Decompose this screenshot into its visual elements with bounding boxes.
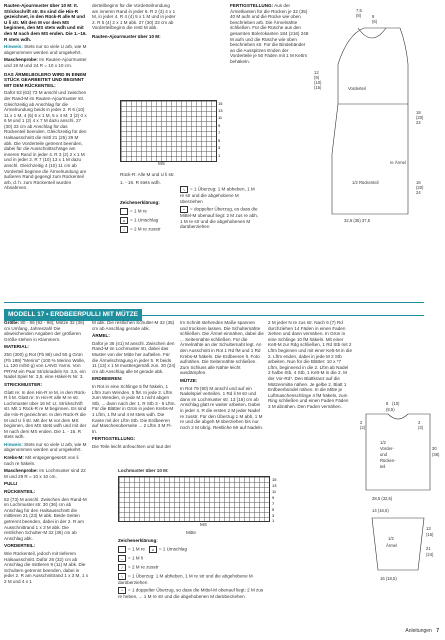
svg-text:13: 13 — [272, 483, 277, 488]
column-1-top — [4, 3, 88, 193]
svg-text:9: 9 — [272, 495, 275, 500]
rauten-knitting-chart — [120, 100, 217, 162]
svg-text:11: 11 — [272, 489, 277, 494]
rauten-paragraph: Rauten-Ajourmuster über 10 M: It. Strickschrift str. Es sind die Hin-R gezeichnet, in den Rück-R alle M und U li str. Mit den M vor dem MS beginnen, den MS stets wdh und mit den M nach dem MS enden. Die 1.–16. R stets wdh. — [4, 3, 87, 42]
svg-text:21: 21 — [426, 546, 431, 551]
column-3-top: FERTIGSTELLUNG: Aus der Ärmelkanten für die Rücken je 32 (35) 40 M aufn und die Rücke wie oben beschrieben arb. Die Ärmelnähte schließen. Für die Rüsche aus den gesamten Bolerokanten 184 (216) 248 M aufn und die Rüsche wie oben beschrieben str. Für die Bindebänder an die Ausspitzen Enden der Vorderteile je 50 Fäden mit 1 M Kettm behäkeln. — [230, 3, 309, 64]
svg-text:(6): (6) — [372, 19, 378, 24]
svg-text:12: 12 — [314, 70, 319, 75]
chart2-mitte-label: Mitte — [186, 530, 196, 535]
svg-text:(10): (10) — [314, 80, 322, 85]
svg-text:(2): (2) — [360, 425, 366, 430]
svg-text:(20): (20) — [416, 115, 424, 120]
double-decrease-symbol-icon: ^ — [180, 206, 188, 213]
k2tog-symbol-icon: / — [118, 564, 126, 571]
double-decrease-symbol-icon: ^ — [118, 587, 126, 594]
svg-text:32,5 (35) 37,5: 32,5 (35) 37,5 — [344, 218, 371, 223]
svg-text:2: 2 — [360, 420, 363, 425]
chart1-ms-label: MS — [158, 161, 165, 166]
svg-text:1/2: 1/2 — [380, 440, 386, 445]
svg-text:Vorder-: Vorder- — [380, 446, 394, 451]
svg-text:(15): (15) — [314, 85, 322, 90]
chart2-row-numbers — [270, 476, 282, 522]
chart-title: Rauten-Ajourmuster über 10 M: — [92, 33, 161, 39]
svg-text:14 (16,5): 14 (16,5) — [372, 508, 389, 513]
svg-text:1: 1 — [272, 518, 275, 522]
svg-text:Rücken-: Rücken- — [380, 458, 396, 463]
chart1-note: Rück-R: Alle M und U li str. 1. - 16. R stets wdh. — [120, 172, 175, 185]
banner-title: MODELL 17 • ERDBEERPULLI MIT MÜTZE — [4, 309, 142, 321]
chart1-row-numbers — [216, 100, 228, 162]
svg-text:15: 15 — [218, 101, 223, 106]
svg-text:22: 22 — [416, 120, 421, 125]
rueckenteil-paragraph: Dafür 53 (63) 73 M anschl und zwischen der Rand-M im Rauten-Ajourmuster str. Gleichzeitig ab Anschlag für die Ärmelrundung beids in jeder 2. R 6 (10) 11 x 1 M, 4 (5) 6 x 1 M, 5 x 4 M, 3 (2) 0 x 6 M und 1 (2) 4 x 7 M dazu anschl. 27 (30) 33 cm ab Anschlag für das Rückenteil beenden. Gleichzeitig für den Halsausschnitt die mittl 21 (25) 29 M abk. Die Vorderteile getrennt beenden, dabei für die Ausschnittschräge am inneren Rand in jeder 4. R 3 (2) 2 x 1 M und in jeder 2. R 7 (10) 13 x 1 M dazu anschl. Gleichzeitig 4 (10) 11 cm ab Vorderteil beginne die Ärmelrundung am äußeren Rand gegengl zum Rückenteil arb, d. h. zum Rückenteil wurden Abnahmen. — [4, 90, 87, 191]
svg-text:3: 3 — [272, 513, 275, 518]
column-3-bottom: Im Schnitt stehenden Maße spannen und trocknen lassen. Die Schulternähte schließen. Die Ärmel einnähen, dabei die ... Seitennähte schließen. Für die Ärmelnähte an der Schulternaht legt. An den Ausschnitt in Rot 1 Rd fM und 1 Rd Krebs-M häkeln. Die Erdbeeren lt. Foto aufnähen. Die Seitennähte schließen. Zum Schluss alle Nähte leicht ausdämpfen. MÜTZE: In Rot 79 (90) M anschl und auf ein Nadelspiel verteilen. 1 Rd li M str und dann im Lochmuster str. 13 (16) cm ab Anschlag glatt re weiter arbeiten. Dabei in jeder 4. R die ersten 2 M jeder Nadel re zusstr. Für den Überzug 1 M abh, 1 M re und die abgeh M überziehen bis nur noch 2 M übrig. Restliche Mr auf Nadeln. — [180, 320, 264, 430]
svg-text:(3): (3) — [418, 425, 424, 430]
svg-text:7: 7 — [218, 130, 221, 135]
pullover-schematic — [358, 400, 442, 600]
column-4-bottom: 2 M jeder N re zus str. Nach 6 (7) Rd durchziehen 14 Fäden in einen Faden ziehen und dann vernähen. In Grün in eine Schlinge 10 fM häkeln. Mit einer Kett-M zur Rdg schließen, 1 Rd Stb mit 2 Lftm beginnen und mit einer Kett-M in die 2. Lftm enden, dabei in jede M 2 Stb arbeiten. Nun für die Blätter: 10 x *7 Lftm, beginnend in die 2. Lftm ab Nadel 2 halbe Stb, 4 Stb, 1 Kett-M in die 2. M der Vor-Rd*. Den Blattkranz auf die Mützenmitte nähen. Je gelbe 2. Blatt 1 Erdbeerbündel nähen. In die Mitte je Luftmaschenschlinge 4 fM häkeln, zum Ring schließen und einen Faden Fäden 3 M abnähen. Den Faden vernähen. — [268, 320, 353, 409]
chart2-legend: Zeichenerklärung: = 1 M re o = 1 Umschlag – = 1 M li / = 2 M re zusstr \ = 1 Überzug: 1 M abheben, 1 M re str und die abgehobene M darüberziehen ^ = 1 doppelter Überzug, so dass die Mittel-M obenauf liegt: 2 M zus re heben, ... 1 M re str und die abgehobenen M darüberziehen — [118, 538, 264, 600]
hinweis: Hinweis: Stets nur so viele U arb, wie M abgenommen werden und umgekehrt. — [4, 44, 87, 55]
svg-text:5: 5 — [218, 138, 221, 143]
svg-text:15: 15 — [272, 477, 277, 482]
page-number: 7 — [436, 628, 439, 634]
section-heading: DAS ÄRMELBOLERO WIRD IN EINEM STÜCK GEARBEITET UND BEGINNT MIT DEM RÜCKENTEIL: — [4, 71, 87, 88]
maschenprobe: Maschenprobe: Im Rauten-Ajourmuster und 19 M und 24 R = 10 x 10 cm. — [4, 57, 87, 68]
knit-symbol-icon — [120, 208, 128, 215]
svg-text:Vorderteil: Vorderteil — [348, 86, 366, 91]
svg-text:7,5: 7,5 — [356, 8, 362, 13]
svg-text:13: 13 — [426, 526, 431, 531]
lochmuster-knitting-chart — [118, 476, 270, 522]
svg-text:(9): (9) — [314, 75, 320, 80]
lochmuster-title: Lochmuster über 10 M: — [118, 468, 169, 473]
svg-text:8: 8 — [372, 14, 375, 19]
chart2-ms-label: MS — [200, 522, 207, 527]
svg-text:(20): (20) — [416, 185, 424, 190]
svg-text:8: 8 — [386, 401, 389, 406]
model-banner — [4, 302, 424, 316]
svg-text:18: 18 — [416, 110, 421, 115]
svg-text:9: 9 — [218, 123, 221, 128]
svg-text:Ärmel: Ärmel — [386, 543, 397, 548]
svg-text:7: 7 — [272, 501, 275, 506]
svg-text:16 (18,5): 16 (18,5) — [380, 576, 397, 581]
svg-text:28,5 (32,5): 28,5 (32,5) — [372, 496, 393, 501]
svg-text:1/2 Rückenteil: 1/2 Rückenteil — [352, 180, 379, 185]
svg-text:30: 30 — [432, 446, 437, 451]
svg-text:16: 16 — [416, 180, 421, 185]
col2-paragraph: derteilbeginn für die Vorderteilrundung am inneren Rand in jeder 6. R 2 (3) 4 x 1 M, in jeder 4. R 4 (4) 5 x 1 M und in jeder 2. R 5 (4) 2 x 1 M abk. 27 (30) 33 cm ab Vorderteilbeginn die restl M abk. — [92, 3, 176, 31]
column-2-top — [92, 3, 176, 42]
svg-text:24: 24 — [416, 190, 421, 195]
knit-symbol-icon — [118, 546, 126, 553]
svg-text:re Ärmel: re Ärmel — [390, 160, 406, 165]
svg-text:(8,5): (8,5) — [386, 407, 395, 412]
svg-text:(36): (36) — [432, 452, 440, 457]
svg-text:teil: teil — [380, 464, 386, 469]
svg-text:2: 2 — [418, 420, 421, 425]
svg-text:(15): (15) — [426, 532, 434, 537]
svg-text:(24): (24) — [426, 552, 434, 557]
column-1-bottom: Größe: 80 - 86 (92 - 98); Mütze 32 (36) cm Umfang, Jahreszahl Die abweichenden Angaben der größeren Größe stehen in Klammern. MATERIAL: 250 (300) g Rot (Fb 86) und 50 g Grün (Fb 189) "Merino" (100 % Merino Wolle, LL 120 m/50 g) von LANG Yarns. Von PRYM ein Paar Stricknadeln Nr. 3,5, ein Nadel Spiel Nr. 3,5, eine Häkel-N Nr. 3. STRICKMUSTER: Glatt re: In den Hin-R re M, in den Rück-R li M. Glatt re: In Hin-R alle M re str. Lochmuster über 16 M: Lt. Strickschrift str. Mit 1 Rück-R re M beginnen. Es sind die Hin-R gezeichnet. In den Rück-R die M und U li str. Mit der M vor dem MS beginnen, den MS stets wdh und mit der M nach dem MS enden. Die 1. - 16. R stets wdh. Hinweis: Stets nur so viele U arb, wie M abgenommen werden und umgekehrt. Krebs-M: Mit entgegengesetzt von li nach re häkeln. Maschenprobe: Im Lochmuster sind 22 M und 29 R = 10 x 10 cm. PULLI RÜCKENTEIL: 62 (73) M anschl. Zwischen den Rand-M im Lochmuster str. 30 (36) cm ab Anschlag für den Halsausschnitt die mittleren 21 (23) M abk. Beide Seiten getrennt beenden, dabei in der 2. R am Ausschnittrand 1 x 3 M abk. Die restlichen Schulter-M 32 (36) cm ab Anschlag abk. VORDERTEIL: Wie Rückenteil, jedoch mit tieferem Halsausschnitt. Dafür 26 (32) cm ab Anschlag die mittleren 9 (11) M abk. Die Schultern getrennt beenden, dabei in jeder 2. R am Ausschnittrand 1 x 3 M, 1 x 2 M und 4 x 1 — [4, 320, 89, 584]
svg-text:13: 13 — [218, 108, 223, 113]
chart1-legend-right: \ = 1 Überzug: 1 M abheben, 1 M re str und die abgehobene M überziehen ^ = doppelter Überzug, es dass die Mittel-M obenauf liegt: 2 M zus re abh, 1 M re str und die abgehobenen M darüberziehen — [180, 186, 259, 230]
svg-text:11: 11 — [218, 115, 223, 120]
svg-text:1: 1 — [218, 153, 221, 158]
svg-text:3: 3 — [218, 145, 221, 150]
bolero-schematic — [312, 4, 442, 296]
page-footer — [405, 628, 439, 634]
k2tog-symbol-icon: / — [120, 226, 128, 233]
footer-label: Anleitungen — [405, 628, 432, 634]
svg-text:5: 5 — [272, 507, 275, 512]
svg-text:und: und — [380, 452, 387, 457]
ssk-symbol-icon: \ — [180, 186, 188, 193]
yarn-over-symbol-icon: o — [120, 217, 128, 224]
chart1-legend: Zeichenerklärung: = 1 M re o = 1 Umschlag / = 2 M re zusstr — [120, 200, 161, 232]
yarn-over-symbol-icon: o — [149, 546, 157, 553]
svg-text:(10): (10) — [392, 401, 400, 406]
column-2-bottom: M abk. Die restlichen Schulter-M 32 (35) cm ab Anschlag gerade abk. ÄRMEL: Dafür je 35 (41) M anschl. Zwischen den Rand-M im Lochmuster str, dabei das Muster von der Mitte her aufteilen. Für die Ärmelschrägung in jeder 5. R beids 11 (13) x 1 M musttergemäß zun. 20 (24) cm ab Anschlag alle M gerade abk. ERDBEEREN: In Rot in eine Schlinge 5 fM häkeln, 1 Lftm zum Wenden, 5 fM. In jede 2. Lftm zum Wenden, in jede M 1 nicht abgen Stb, ... dann nach der 1. R Stb 3 - 5 Lftm. Für die Blätter in Grün in jeden Krebs-M 1 Lftm, 1 fM und 4 M stets wdh. Die Kante mit der Lftm Stb. Die Erdbeeren auf Maschenoberseite ... 2 Lftm 3 M Fl-tn. FERTIGSTELLUNG: Die Teile leicht anfeuchten und laut der — [92, 320, 176, 449]
purl-symbol-icon: – — [118, 555, 126, 562]
svg-text:(8): (8) — [356, 13, 362, 18]
ssk-symbol-icon: \ — [118, 573, 126, 580]
svg-text:1/2: 1/2 — [388, 536, 394, 541]
